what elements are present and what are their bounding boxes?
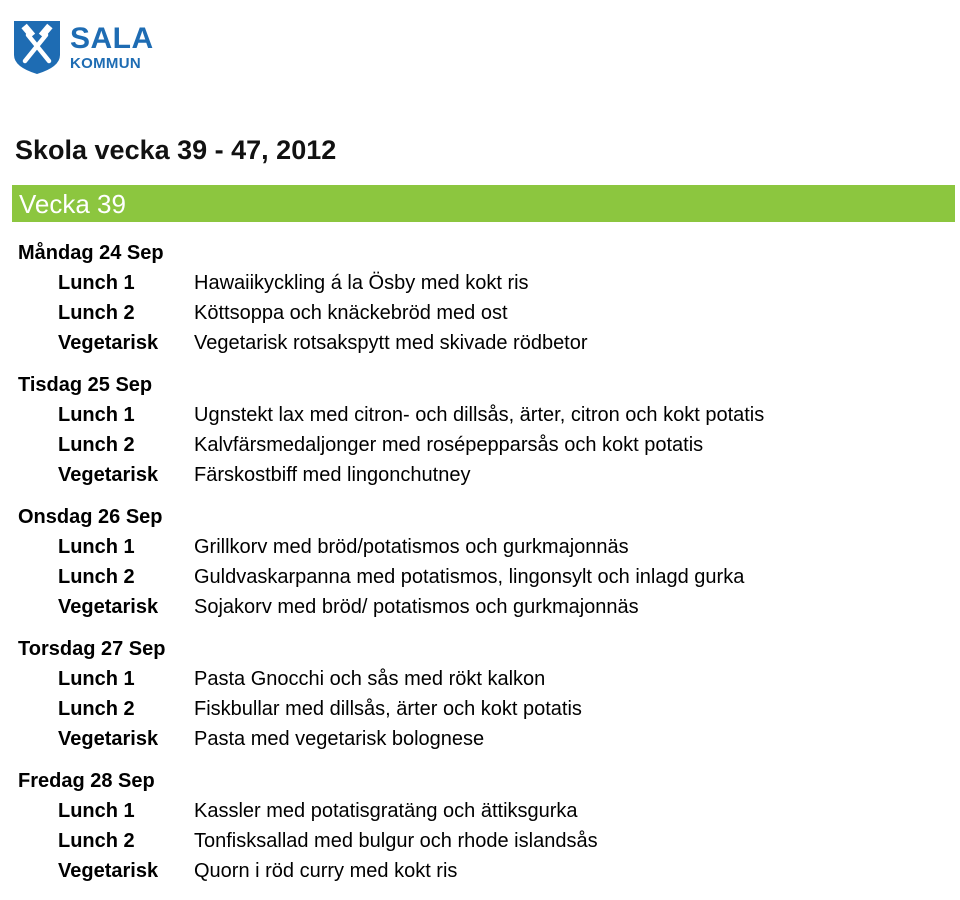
- meal-type: Lunch 1: [58, 272, 135, 294]
- meal-type: Lunch 2: [58, 830, 135, 852]
- meal-type: Lunch 2: [58, 302, 135, 324]
- crossed-hammers-shield-icon: [12, 19, 62, 75]
- meal-description: Kalvfärsmedaljonger med rosépepparsås och kokt potatis: [194, 434, 704, 456]
- meal-description: Ugnstekt lax med citron- och dillsås, ärter, citron och kokt potatis: [194, 404, 765, 426]
- meal-description: Hawaiikyckling á la Ösby med kokt ris: [194, 272, 529, 294]
- day-section: [0, 502, 960, 622]
- meal-type: Vegetarisk: [58, 596, 159, 618]
- meal-description: Färskostbiff med lingonchutney: [194, 464, 471, 486]
- meal-row: [0, 268, 960, 298]
- meal-type: Vegetarisk: [58, 860, 159, 882]
- meal-description: Vegetarisk rotsakspytt med skivade rödbetor: [194, 332, 588, 354]
- meal-description: Quorn i röd curry med kokt ris: [194, 860, 458, 882]
- meal-type: Vegetarisk: [58, 332, 159, 354]
- meal-type: Lunch 2: [58, 698, 135, 720]
- meal-row: [0, 460, 960, 490]
- day-section: [0, 766, 960, 886]
- meal-description: Pasta med vegetarisk bolognese: [194, 728, 485, 750]
- meal-row: [0, 328, 960, 358]
- meal-description: Tonfisksallad med bulgur och rhode islandsås: [194, 830, 598, 852]
- day-heading: Tisdag 25 Sep: [18, 374, 153, 396]
- meal-type: Vegetarisk: [58, 464, 159, 486]
- day-heading: Måndag 24 Sep: [18, 242, 164, 264]
- meal-description: Guldvaskarpanna med potatismos, lingonsylt och inlagd gurka: [194, 566, 745, 588]
- meal-row: [0, 562, 960, 592]
- sala-kommun-logo: [12, 18, 154, 76]
- meal-row: [0, 430, 960, 460]
- meal-type: Lunch 1: [58, 668, 135, 690]
- meal-type: Lunch 1: [58, 536, 135, 558]
- meal-row: [0, 694, 960, 724]
- day-section: [0, 634, 960, 754]
- meal-type: Lunch 2: [58, 566, 135, 588]
- meal-row: [0, 400, 960, 430]
- meal-description: Sojakorv med bröd/ potatismos och gurkmajonnäs: [194, 596, 639, 618]
- day-section: [0, 238, 960, 358]
- meal-description: Pasta Gnocchi och sås med rökt kalkon: [194, 668, 546, 690]
- day-section: [0, 370, 960, 490]
- meal-description: Grillkorv med bröd/potatismos och gurkmajonnäs: [194, 536, 629, 558]
- logo-name: SALA: [70, 21, 154, 55]
- meal-row: [0, 826, 960, 856]
- meal-type: Lunch 1: [58, 404, 135, 426]
- logo-subtitle: KOMMUN: [70, 54, 141, 72]
- meal-row: [0, 724, 960, 754]
- day-heading: Onsdag 26 Sep: [18, 506, 163, 528]
- page-title: Skola vecka 39 - 47, 2012: [15, 135, 337, 165]
- meal-row: [0, 664, 960, 694]
- week-header-bar: [12, 185, 955, 222]
- day-heading: Torsdag 27 Sep: [18, 638, 166, 660]
- meal-row: [0, 532, 960, 562]
- meal-type: Vegetarisk: [58, 728, 159, 750]
- meal-description: Kassler med potatisgratäng och ättiksgurka: [194, 800, 578, 822]
- meal-description: Fiskbullar med dillsås, ärter och kokt potatis: [194, 698, 582, 720]
- meal-row: [0, 856, 960, 886]
- meal-description: Köttsoppa och knäckebröd med ost: [194, 302, 508, 324]
- meal-row: [0, 796, 960, 826]
- week-label: Vecka 39: [19, 189, 126, 219]
- meal-row: [0, 592, 960, 622]
- day-list: [0, 238, 960, 898]
- meal-type: Lunch 1: [58, 800, 135, 822]
- meal-type: Lunch 2: [58, 434, 135, 456]
- day-heading: Fredag 28 Sep: [18, 770, 155, 792]
- meal-row: [0, 298, 960, 328]
